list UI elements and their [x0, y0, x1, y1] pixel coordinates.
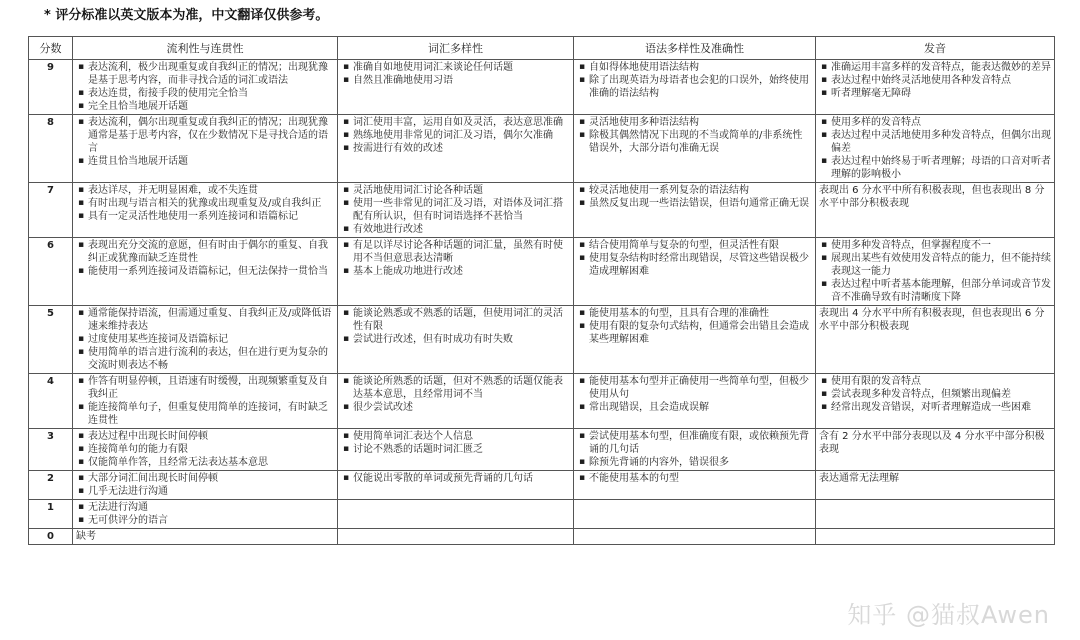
list-item: ▪ 常出现错误，且会造成误解 [589, 401, 812, 414]
table-row [29, 306, 1055, 374]
table-row [29, 471, 1055, 500]
score-cell: 1 [29, 500, 73, 529]
grammar-cell [574, 183, 816, 238]
descriptor-list [577, 116, 812, 155]
list-item: ▪ 表达过程中始终易于听者理解；母语的口音对听者理解的影响极小 [831, 155, 1051, 181]
list-item: ▪ 表达过程中灵活地使用多种发音特点，但偶尔出现偏差 [831, 129, 1051, 155]
list-item: ▪ 无法进行沟通 [88, 501, 334, 514]
grammar-cell [574, 471, 816, 500]
descriptor-list [819, 239, 1051, 304]
table-row [29, 529, 1055, 545]
speaking-rubric-table [28, 36, 1055, 545]
fluency-cell [73, 183, 338, 238]
translation-note: * 评分标准以英文版本为准，中文翻译仅供参考。 [44, 8, 329, 23]
score-cell: 9 [29, 60, 73, 115]
lexical-cell [338, 471, 574, 500]
lexical-cell [338, 238, 574, 306]
descriptor-list [577, 61, 812, 100]
header-lexical-resource: 词汇多样性 [338, 37, 574, 60]
list-item: ▪ 听者理解毫无障碍 [831, 87, 1051, 100]
table-row [29, 183, 1055, 238]
descriptor-list [819, 375, 1051, 414]
descriptor-list [819, 61, 1051, 100]
list-item: ▪ 表达详尽，并无明显困难，或不失连贯 [88, 184, 334, 197]
grammar-cell [574, 306, 816, 374]
descriptor-list [819, 116, 1051, 181]
descriptor-list [341, 430, 570, 456]
list-item: ▪ 除极其偶然情况下出现的不当或简单的/非系统性错误外，大部分语句准确无误 [589, 129, 812, 155]
descriptor-list [341, 472, 570, 485]
table-row [29, 60, 1055, 115]
pronunciation-cell [816, 183, 1055, 238]
list-item: ▪ 表达过程中出现长时间停顿 [88, 430, 334, 443]
lexical-cell [338, 374, 574, 429]
table-row [29, 500, 1055, 529]
lexical-cell [338, 183, 574, 238]
list-item: ▪ 表达流利，偶尔出现重复或自我纠正的情况；出现犹豫通常是基于思考内容，仅在少数情况下是寻找合适的语言 [88, 116, 334, 155]
header-pronunciation: 发音 [816, 37, 1055, 60]
grammar-cell [574, 115, 816, 183]
descriptor-list [76, 239, 334, 278]
score-cell: 7 [29, 183, 73, 238]
grammar-cell [574, 529, 816, 545]
pronunciation-cell [816, 238, 1055, 306]
list-item: ▪ 使用复杂结构时经常出现错误，尽管这些错误极少造成理解困难 [589, 252, 812, 278]
list-item: ▪ 使用多样的发音特点 [831, 116, 1051, 129]
descriptor-list [577, 430, 812, 469]
lexical-cell [338, 429, 574, 471]
list-item: ▪ 不能使用基本的句型 [589, 472, 812, 485]
fluency-cell [73, 306, 338, 374]
score-cell: 0 [29, 529, 73, 545]
list-item: ▪ 展现出某些有效使用发音特点的能力，但不能持续表现这一能力 [831, 252, 1051, 278]
score-cell: 6 [29, 238, 73, 306]
lexical-cell [338, 500, 574, 529]
descriptor-text: 缺考 [76, 531, 96, 542]
list-item: ▪ 作答有明显停顿，且语速有时缓慢，出现频繁重复及自我纠正 [88, 375, 334, 401]
descriptor-list [577, 472, 812, 485]
fluency-cell [73, 429, 338, 471]
list-item: ▪ 准确自如地使用词汇来谈论任何话题 [353, 61, 570, 74]
score-cell: 8 [29, 115, 73, 183]
list-item: ▪ 能谈论熟悉或不熟悉的话题，但使用词汇的灵活性有限 [353, 307, 570, 333]
list-item: ▪ 无可供评分的语言 [88, 514, 334, 527]
list-item: ▪ 有足以详尽讨论各种话题的词汇量，虽然有时使用不当但意思表达清晰 [353, 239, 570, 265]
descriptor-text: 表现出 4 分水平中所有积极表现，但也表现出 6 分水平中部分积极表现 [819, 308, 1045, 332]
pronunciation-cell [816, 60, 1055, 115]
list-item: ▪ 词汇使用丰富，运用自如及灵活，表达意思准确 [353, 116, 570, 129]
list-item: ▪ 连接简单句的能力有限 [88, 443, 334, 456]
list-item: ▪ 通常能保持语流，但需通过重复、自我纠正及/或降低语速来维持表达 [88, 307, 334, 333]
list-item: ▪ 使用多种发音特点，但掌握程度不一 [831, 239, 1051, 252]
score-cell: 2 [29, 471, 73, 500]
pronunciation-cell [816, 429, 1055, 471]
pronunciation-cell [816, 500, 1055, 529]
descriptor-list [577, 375, 812, 414]
fluency-cell [73, 238, 338, 306]
list-item: ▪ 虽然反复出现一些语法错误，但语句通常正确无误 [589, 197, 812, 210]
list-item: ▪ 尝试使用基本句型，但准确度有限，或依赖预先背诵的几句话 [589, 430, 812, 456]
list-item: ▪ 尝试进行改述，但有时成功有时失败 [353, 333, 570, 346]
header-score: 分数 [29, 37, 73, 60]
list-item: ▪ 自然且准确地使用习语 [353, 74, 570, 87]
list-item: ▪ 仅能简单作答，且经常无法表达基本意思 [88, 456, 334, 469]
list-item: ▪ 结合使用简单与复杂的句型，但灵活性有限 [589, 239, 812, 252]
grammar-cell [574, 238, 816, 306]
descriptor-list [341, 375, 570, 414]
list-item: ▪ 表达过程中始终灵活地使用各种发音特点 [831, 74, 1051, 87]
list-item: ▪ 能连接简单句子，但重复使用简单的连接词，有时缺乏连贯性 [88, 401, 334, 427]
grammar-cell [574, 374, 816, 429]
descriptor-text: 表现出 6 分水平中所有积极表现，但也表现出 8 分水平中部分积极表现 [819, 185, 1045, 209]
list-item: ▪ 能谈论所熟悉的话题，但对不熟悉的话题仅能表达基本意思，且经常用词不当 [353, 375, 570, 401]
watermark: 知乎 @猫叔Awen [847, 601, 1050, 629]
descriptor-list [341, 61, 570, 87]
list-item: ▪ 熟练地使用非常见的词汇及习语，偶尔欠准确 [353, 129, 570, 142]
table-row [29, 115, 1055, 183]
lexical-cell [338, 115, 574, 183]
list-item: ▪ 表达流利，极少出现重复或自我纠正的情况；出现犹豫是基于思考内容，而非寻找合适的词汇或语法 [88, 61, 334, 87]
fluency-cell [73, 529, 338, 545]
list-item: ▪ 灵活地使用词汇讨论各种话题 [353, 184, 570, 197]
list-item: ▪ 连贯且恰当地展开话题 [88, 155, 334, 168]
list-item: ▪ 能使用基本的句型，且具有合理的准确性 [589, 307, 812, 320]
descriptor-list [76, 501, 334, 527]
list-item: ▪ 经常出现发音错误，对听者理解造成一些困难 [831, 401, 1051, 414]
list-item: ▪ 使用有限的复杂句式结构，但通常会出错且会造成某些理解困难 [589, 320, 812, 346]
descriptor-list [341, 184, 570, 236]
list-item: ▪ 过度使用某些连接词及语篇标记 [88, 333, 334, 346]
list-item: ▪ 尝试表现多种发音特点，但频繁出现偏差 [831, 388, 1051, 401]
fluency-cell [73, 500, 338, 529]
table-row [29, 238, 1055, 306]
header-grammar: 语法多样性及准确性 [574, 37, 816, 60]
descriptor-list [577, 239, 812, 278]
list-item: ▪ 表现出充分交流的意愿，但有时由于偶尔的重复、自我纠正或犹豫而缺乏连贯性 [88, 239, 334, 265]
rubric-body [29, 60, 1055, 545]
descriptor-list [76, 472, 334, 498]
descriptor-list [341, 116, 570, 155]
lexical-cell [338, 306, 574, 374]
grammar-cell [574, 429, 816, 471]
list-item: ▪ 讨论不熟悉的话题时词汇匮乏 [353, 443, 570, 456]
list-item: ▪ 使用简单的语言进行流利的表达，但在进行更为复杂的交流时则表达不畅 [88, 346, 334, 372]
list-item: ▪ 有效地进行改述 [353, 223, 570, 236]
lexical-cell [338, 529, 574, 545]
list-item: ▪ 表达连贯，衔接手段的使用完全恰当 [88, 87, 334, 100]
descriptor-text: 含有 2 分水平中部分表现以及 4 分水平中部分积极表现 [819, 431, 1045, 455]
list-item: ▪ 使用有限的发音特点 [831, 375, 1051, 388]
score-cell: 5 [29, 306, 73, 374]
table-row [29, 374, 1055, 429]
list-item: ▪ 大部分词汇间出现长时间停顿 [88, 472, 334, 485]
descriptor-list [76, 307, 334, 372]
grammar-cell [574, 60, 816, 115]
fluency-cell [73, 60, 338, 115]
list-item: ▪ 除预先背诵的内容外，错误很多 [589, 456, 812, 469]
list-item: ▪ 具有一定灵活性地使用一系列连接词和语篇标记 [88, 210, 334, 223]
list-item: ▪ 能使用基本句型并正确使用一些简单句型，但极少使用从句 [589, 375, 812, 401]
descriptor-text: 表达通常无法理解 [819, 473, 899, 484]
descriptor-list [76, 375, 334, 427]
score-cell: 3 [29, 429, 73, 471]
list-item: ▪ 较灵活地使用一系列复杂的语法结构 [589, 184, 812, 197]
pronunciation-cell [816, 374, 1055, 429]
list-item: ▪ 表达过程中听者基本能理解，但部分单词或音节发音不准确导致有时清晰度下降 [831, 278, 1051, 304]
fluency-cell [73, 471, 338, 500]
pronunciation-cell [816, 115, 1055, 183]
descriptor-list [76, 184, 334, 223]
score-cell: 4 [29, 374, 73, 429]
descriptor-list [76, 61, 334, 113]
grammar-cell [574, 500, 816, 529]
list-item: ▪ 基本上能成功地进行改述 [353, 265, 570, 278]
descriptor-list [577, 307, 812, 346]
list-item: ▪ 灵活地使用多种语法结构 [589, 116, 812, 129]
lexical-cell [338, 60, 574, 115]
list-item: ▪ 按需进行有效的改述 [353, 142, 570, 155]
pronunciation-cell [816, 306, 1055, 374]
list-item: ▪ 有时出现与语言相关的犹豫或出现重复及/或自我纠正 [88, 197, 334, 210]
descriptor-list [341, 307, 570, 346]
descriptor-list [76, 430, 334, 469]
list-item: ▪ 很少尝试改述 [353, 401, 570, 414]
list-item: ▪ 仅能说出零散的单词或预先背诵的几句话 [353, 472, 570, 485]
pronunciation-cell [816, 529, 1055, 545]
list-item: ▪ 能使用一系列连接词及语篇标记，但无法保持一贯恰当 [88, 265, 334, 278]
list-item: ▪ 几乎无法进行沟通 [88, 485, 334, 498]
descriptor-list [577, 184, 812, 210]
list-item: ▪ 完全且恰当地展开话题 [88, 100, 334, 113]
list-item: ▪ 除了出现英语为母语者也会犯的口误外，始终使用准确的语法结构 [589, 74, 812, 100]
list-item: ▪ 使用简单词汇表达个人信息 [353, 430, 570, 443]
descriptor-list [341, 239, 570, 278]
list-item: ▪ 自如得体地使用语法结构 [589, 61, 812, 74]
list-item: ▪ 使用一些非常见的词汇及习语，对语体及词汇搭配有所认识，但有时词语选择不甚恰当 [353, 197, 570, 223]
descriptor-list [76, 116, 334, 168]
table-row [29, 429, 1055, 471]
fluency-cell [73, 115, 338, 183]
fluency-cell [73, 374, 338, 429]
list-item: ▪ 准确运用丰富多样的发音特点，能表达微妙的差异 [831, 61, 1051, 74]
header-row [29, 37, 1055, 60]
pronunciation-cell [816, 471, 1055, 500]
header-fluency-coherence: 流利性与连贯性 [73, 37, 338, 60]
